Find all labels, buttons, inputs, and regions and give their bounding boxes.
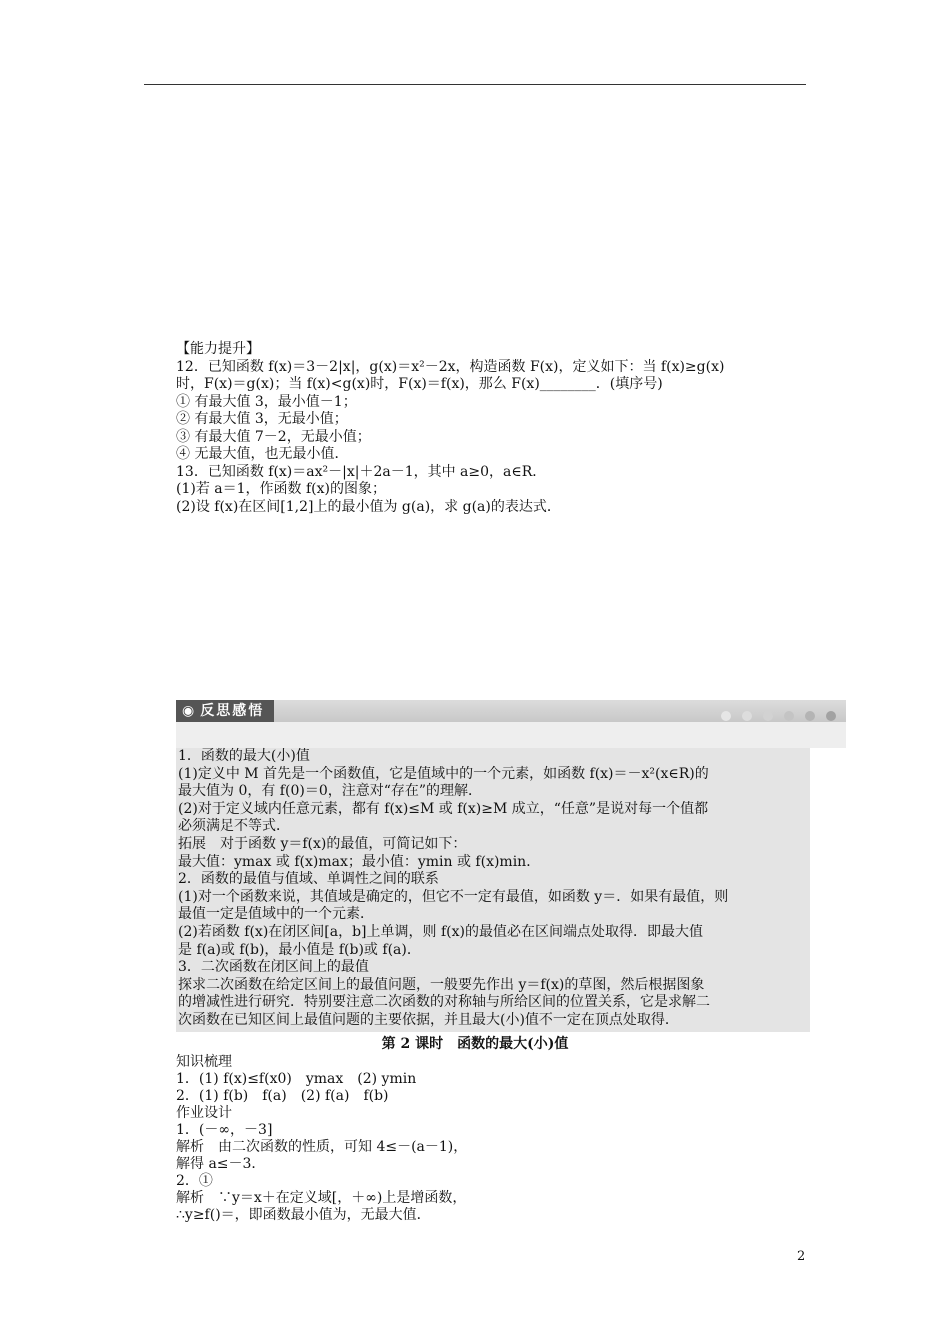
problem-13-part-1: (1)若 a＝1，作函数 f(x)的图象； bbox=[176, 481, 386, 497]
reflection-line: 是 f(a)或 f(b)，最小值是 f(b)或 f(a)． bbox=[178, 941, 421, 958]
reflection-content bbox=[176, 748, 810, 1032]
reflection-line: (1)对一个函数来说，其值域是确定的，但它不一定有最值，如函数 y＝．如果有最值，则 bbox=[178, 888, 729, 905]
reflection-line: 次函数在已知区间上最值问题的主要依据，并且最大(小)值不一定在顶点处取得． bbox=[178, 1011, 679, 1028]
reflection-banner bbox=[176, 700, 846, 748]
answer-line: 1．(1) f(x)≤f(x0) ymax (2) ymin bbox=[176, 1071, 417, 1087]
page-number: 2 bbox=[797, 1249, 806, 1264]
answer-line: 2．(1) f(b) f(a) (2) f(a) f(b) bbox=[176, 1088, 389, 1104]
reflection-line: 拓展 对于函数 y＝f(x)的最值，可简记如下： bbox=[178, 835, 467, 852]
problem-12-line-1: 12．已知函数 f(x)＝3－2|x|，g(x)＝x²－2x，构造函数 F(x)，定义如下：当 f(x)≥g(x) bbox=[176, 358, 725, 375]
reflection-line: 最大值：ymax 或 f(x)max；最小值：ymin 或 f(x)min． bbox=[178, 853, 541, 870]
option-1: ① 有最大值 3，最小值－1； bbox=[176, 393, 357, 410]
answers-title: 第 2 课时 函数的最大(小)值 bbox=[381, 1036, 569, 1052]
reflection-line: 必须满足不等式． bbox=[178, 818, 290, 835]
banner-label bbox=[176, 700, 274, 722]
problem-12-line-2: 时，F(x)＝g(x)；当 f(x)<g(x)时，F(x)＝f(x)，那么 F(x)________．(填序号) bbox=[176, 376, 663, 392]
option-2: ② 有最大值 3，无最小值； bbox=[176, 411, 348, 427]
answer-line: 知识梳理 bbox=[176, 1054, 232, 1070]
reflection-line: (1)定义中 M 首先是一个函数值，它是值域中的一个元素，如函数 f(x)＝－x²(x∈R)的 bbox=[178, 765, 709, 782]
answer-line: 作业设计 bbox=[176, 1105, 232, 1121]
reflection-line: 3．二次函数在闭区间上的最值 bbox=[178, 959, 369, 976]
dot-icon bbox=[742, 711, 752, 721]
reflection-line: 探求二次函数在给定区间上的最值问题，一般要先作出 y＝f(x)的草图，然后根据图象 bbox=[178, 976, 705, 993]
option-4: ④ 无最大值，也无最小值． bbox=[176, 446, 349, 462]
reflection-line: 最值一定是值域中的一个元素． bbox=[178, 906, 374, 923]
header-rule bbox=[144, 84, 806, 85]
answer-line: 解析 ∵y＝x＋在定义域[，＋∞)上是增函数， bbox=[176, 1190, 467, 1206]
answer-line: ∴y≥f()＝，即函数最小值为，无最大值． bbox=[176, 1207, 431, 1223]
dot-icon bbox=[826, 711, 836, 721]
reflection-line: (2)对于定义域内任意元素，都有 f(x)≤M 或 f(x)≥M 成立，“任意”是说对每一个值都 bbox=[178, 800, 709, 817]
answer-line: 1．(－∞，－3] bbox=[176, 1122, 273, 1138]
reflection-line: 最大值为 0，有 f(0)＝0，注意对“存在”的理解． bbox=[178, 783, 483, 800]
target-icon: ◉ bbox=[182, 703, 197, 719]
option-3: ③ 有最大值 7－2，无最小值； bbox=[176, 428, 371, 445]
reflection-line: (2)若函数 f(x)在闭区间[a，b]上单调，则 f(x)的最值必在区间端点处取得．即最大值 bbox=[178, 923, 703, 940]
answers-section bbox=[176, 1054, 808, 1224]
dot-icon bbox=[763, 711, 773, 721]
problem-13-part-2: (2)设 f(x)在区间[1,2]上的最小值为 g(a)，求 g(a)的表达式． bbox=[176, 498, 561, 515]
answer-line: 解得 a≤－3． bbox=[176, 1156, 266, 1172]
answer-line: 解析 由二次函数的性质，可知 4≤－(a－1)， bbox=[176, 1139, 468, 1155]
dot-icon bbox=[784, 711, 794, 721]
dot-icon bbox=[721, 711, 731, 721]
answer-line: 2．① bbox=[176, 1173, 213, 1189]
reflection-line: 2．函数的最值与值域、单调性之间的联系 bbox=[178, 871, 439, 888]
decorative-dots bbox=[715, 706, 836, 716]
banner-title: 反思感悟 bbox=[200, 703, 265, 719]
dot-icon bbox=[805, 711, 815, 721]
ability-section bbox=[176, 341, 808, 516]
reflection-line: 的增减性进行研究．特别要注意二次函数的对称轴与所给区间的位置关系，它是求解二 bbox=[178, 994, 710, 1011]
reflection-line: 1．函数的最大(小)值 bbox=[178, 748, 310, 764]
ability-heading: 【能力提升】 bbox=[176, 341, 260, 357]
problem-13-line-1: 13．已知函数 f(x)＝ax²－|x|＋2a－1，其中 a≥0，a∈R． bbox=[176, 463, 547, 480]
